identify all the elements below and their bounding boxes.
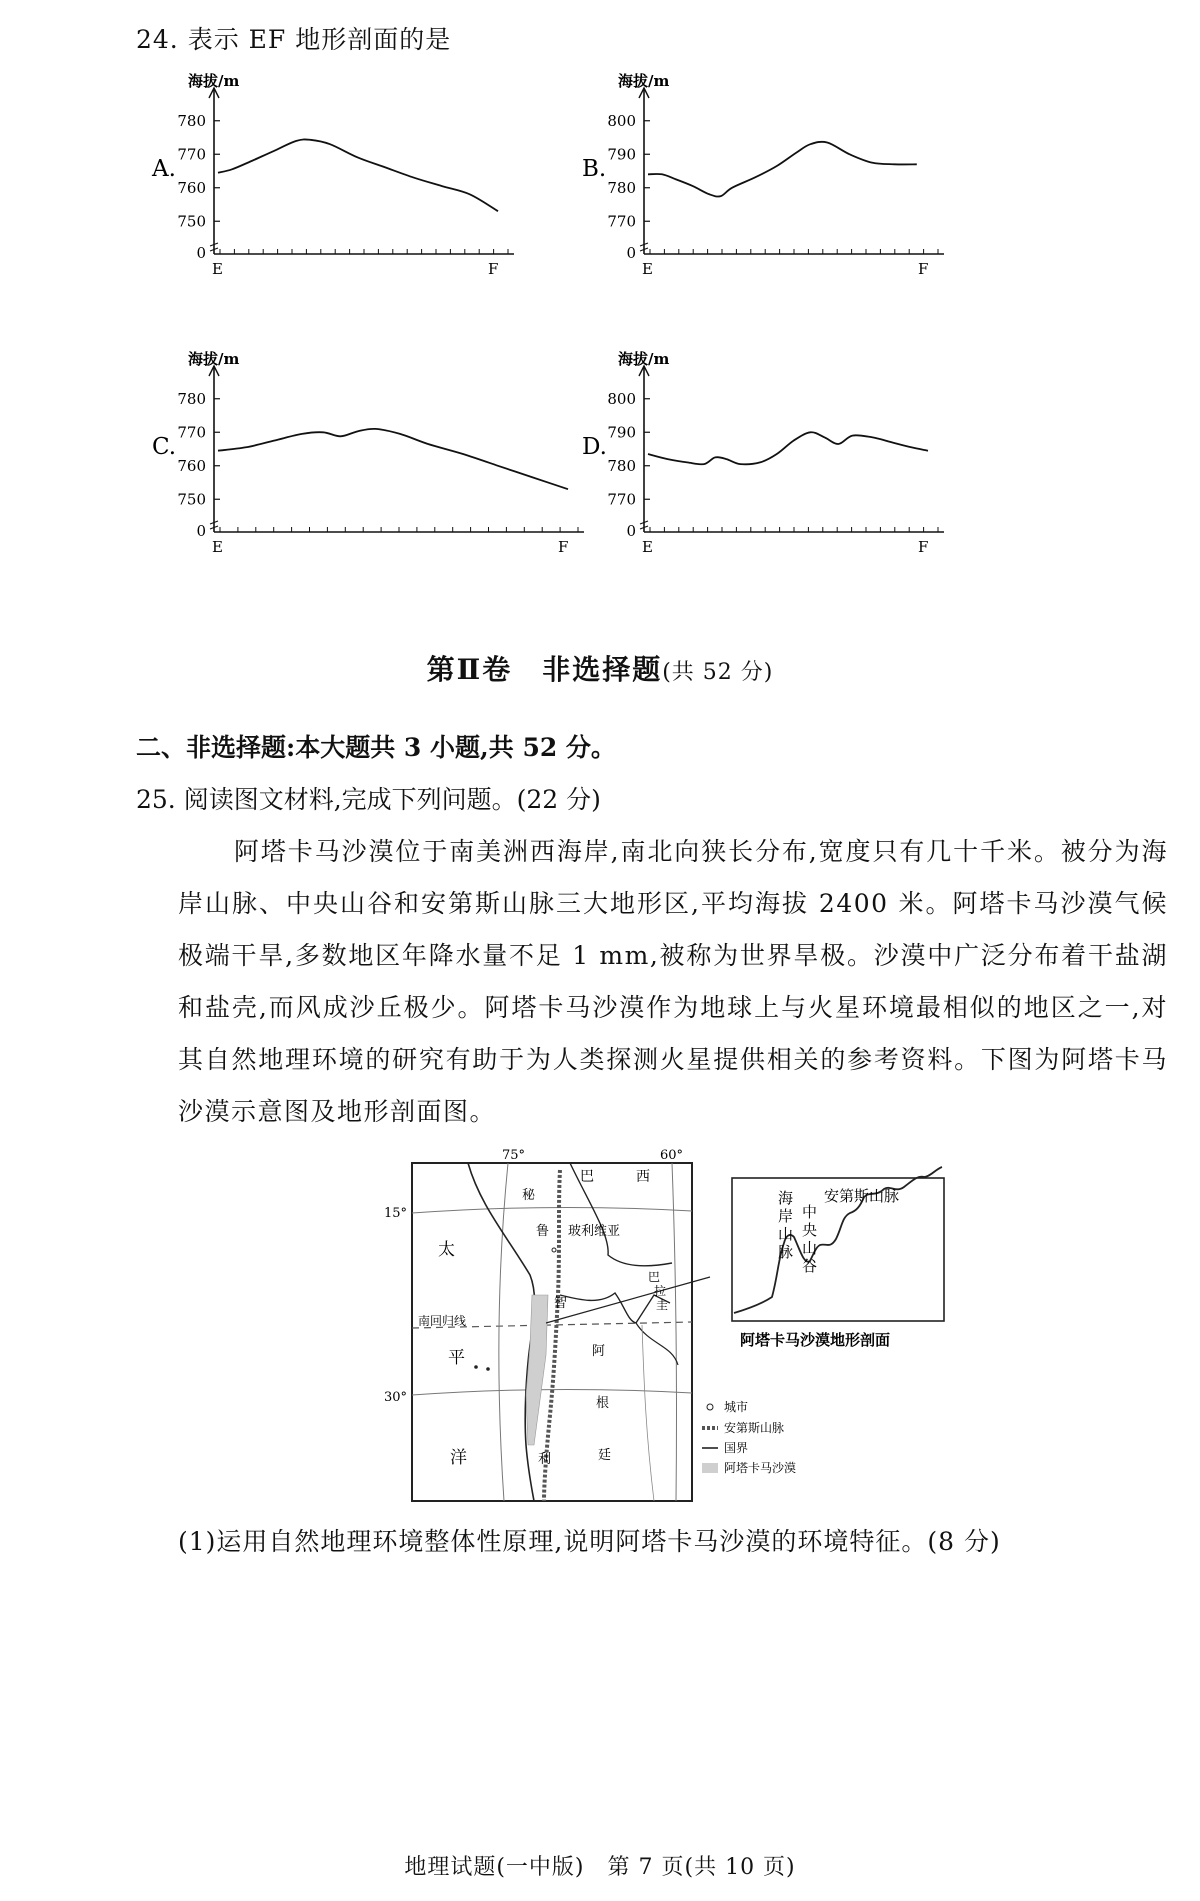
label-ocean-1: 太 <box>438 1240 455 1260</box>
profile-line-c <box>218 429 568 489</box>
label-argentina-3: 廷 <box>598 1448 612 1463</box>
legend-andes-label: 安第斯山脉 <box>724 1421 785 1435</box>
y-axis-label-a: 海拔/m <box>188 72 240 90</box>
river-line <box>642 1325 654 1501</box>
x-label-e-a: E <box>212 260 223 278</box>
legend-city-label: 城市 <box>724 1400 749 1414</box>
profile-line-b <box>648 142 917 197</box>
label-ocean-3: 洋 <box>450 1448 467 1468</box>
y-tick-label-d: 780 <box>607 456 636 475</box>
option-label-c: C. <box>152 434 177 460</box>
option-label-b: B. <box>582 156 607 182</box>
profile-label-coastal-2: 岸 <box>778 1207 794 1225</box>
label-peru-1: 秘 <box>522 1188 536 1203</box>
lat-label-15: 15° <box>384 1206 408 1221</box>
y-tick-label-b: 770 <box>607 212 636 231</box>
longitude-60-line <box>672 1163 677 1501</box>
section-title-sub: (共 52 分) <box>662 660 774 685</box>
atacama-map-figure <box>384 1145 970 1505</box>
option-label-a: A. <box>152 156 176 182</box>
y-tick-label-a: 770 <box>177 145 206 164</box>
question-24: 24. 表示 EF 地形剖面的是 <box>136 25 452 54</box>
y-tick-label-zero-b: 0 <box>626 244 636 262</box>
y-tick-label-c: 770 <box>177 423 206 442</box>
profile-label-valley-1: 中 <box>802 1203 818 1221</box>
tropic-label: 南回归线 <box>418 1314 467 1328</box>
y-tick-label-b: 790 <box>607 145 636 164</box>
y-tick-label-a: 760 <box>177 178 206 197</box>
option-b-chart <box>580 70 1000 330</box>
profile-chart-a <box>150 70 570 330</box>
lon-label-60: 60° <box>660 1148 684 1163</box>
profile-label-valley-2: 央 <box>802 1221 818 1239</box>
profile-chart-b <box>580 70 1000 330</box>
label-paraguay-2: 拉 <box>654 1284 667 1298</box>
profile-chart-d <box>580 348 1000 608</box>
profile-label-coastal-1: 海 <box>778 1189 794 1207</box>
y-tick-label-b: 800 <box>607 111 636 130</box>
x-label-e-c: E <box>212 538 223 556</box>
legend-border-label: 国界 <box>724 1441 749 1455</box>
profile-label-valley-3: 山 <box>802 1239 818 1257</box>
y-tick-label-d: 790 <box>607 423 636 442</box>
city-marker <box>552 1248 556 1252</box>
x-label-f-a: F <box>488 260 499 278</box>
y-tick-label-c: 780 <box>177 389 206 408</box>
y-tick-label-d: 770 <box>607 490 636 509</box>
y-axis-label-c: 海拔/m <box>188 350 240 368</box>
y-tick-label-b: 780 <box>607 178 636 197</box>
option-c-chart <box>150 348 650 608</box>
x-label-f-c: F <box>558 538 569 556</box>
option-d-chart <box>580 348 1000 608</box>
profile-chart-c <box>150 348 650 608</box>
y-tick-label-c: 760 <box>177 456 206 475</box>
y-tick-label-zero-a: 0 <box>196 244 206 262</box>
label-chile-1: 智 <box>554 1296 568 1311</box>
label-peru-2: 鲁 <box>536 1224 550 1239</box>
label-chile-2: 利 <box>538 1452 552 1467</box>
y-tick-label-c: 750 <box>177 490 206 509</box>
island-marker <box>486 1367 490 1371</box>
lat-label-30: 30° <box>384 1390 408 1405</box>
section-title-main: 第Ⅱ卷 非选择题 <box>426 653 663 686</box>
page-footer: 地理试题(一中版) 第 7 页(共 10 页) <box>404 1855 796 1880</box>
y-axis-label-d: 海拔/m <box>618 350 670 368</box>
label-ocean-2: 平 <box>448 1348 465 1368</box>
x-label-f-b: F <box>918 260 929 278</box>
x-label-f-d: F <box>918 538 929 556</box>
option-a-chart <box>150 70 570 330</box>
profile-line-d <box>648 432 928 464</box>
y-tick-label-d: 800 <box>607 389 636 408</box>
y-tick-label-a: 750 <box>177 212 206 231</box>
island-marker <box>474 1365 478 1369</box>
lon-label-75: 75° <box>502 1148 526 1163</box>
question-25-sub-1: (1)运用自然地理环境整体性原理,说明阿塔卡马沙漠的环境特征。(8 分) <box>178 1527 1001 1556</box>
label-bolivia: 玻利维亚 <box>568 1224 621 1239</box>
profile-label-coastal-4: 脉 <box>778 1243 794 1261</box>
legend-city-symbol <box>707 1404 713 1410</box>
part-two-heading: 二、非选择题:本大题共 3 小题,共 52 分。 <box>136 733 616 762</box>
x-label-e-b: E <box>642 260 653 278</box>
y-axis-label-b: 海拔/m <box>618 72 670 90</box>
profile-label-coastal-3: 山 <box>778 1225 794 1243</box>
legend-desert-label: 阿塔卡马沙漠 <box>724 1461 797 1475</box>
longitude-75-line <box>499 1163 508 1501</box>
option-label-d: D. <box>582 434 607 460</box>
profile-label-andes: 安第斯山脉 <box>824 1187 900 1205</box>
label-argentina-1: 阿 <box>592 1344 606 1359</box>
profile-line-a <box>218 139 498 211</box>
legend-desert-symbol <box>702 1463 718 1473</box>
label-brazil-2: 西 <box>636 1169 650 1185</box>
y-tick-label-zero-c: 0 <box>196 522 206 540</box>
x-label-e-d: E <box>642 538 653 556</box>
latitude-15-line <box>412 1207 692 1213</box>
label-argentina-2: 根 <box>596 1396 610 1411</box>
label-brazil-1: 巴 <box>580 1169 594 1185</box>
profile-caption: 阿塔卡马沙漠地形剖面 <box>740 1331 891 1349</box>
y-tick-label-zero-d: 0 <box>626 522 636 540</box>
y-tick-label-a: 780 <box>177 111 206 130</box>
label-paraguay-1: 巴 <box>648 1270 661 1284</box>
atacama-map-svg <box>384 1145 970 1505</box>
label-paraguay-3: 圭 <box>656 1298 669 1312</box>
question-25-material: 阿塔卡马沙漠位于南美洲西海岸,南北向狭长分布,宽度只有几十千米。被分为海岸山脉、中央山谷和安第斯山脉三大地形区,平均海拔 2400 米。阿塔卡马沙漠气候极端干旱,多数地区年降水量不足 1 mm,被称为世界旱极。沙漠中广泛分布着干盐湖和盐壳,而风成沙丘极少。阿塔卡马沙漠作为地球上与火星环境最相似的地区之一,对其自然地理环境的研究有助于为人类探测火星提供相关的参考资料。下图为阿塔卡马沙漠示意图及地形剖面图。 <box>178 837 1168 1126</box>
atacama-desert-area <box>526 1295 548 1445</box>
question-25-intro: 25. 阅读图文材料,完成下列问题。(22 分) <box>136 785 601 814</box>
section-title <box>0 648 1200 688</box>
profile-label-valley-4: 谷 <box>802 1257 818 1275</box>
